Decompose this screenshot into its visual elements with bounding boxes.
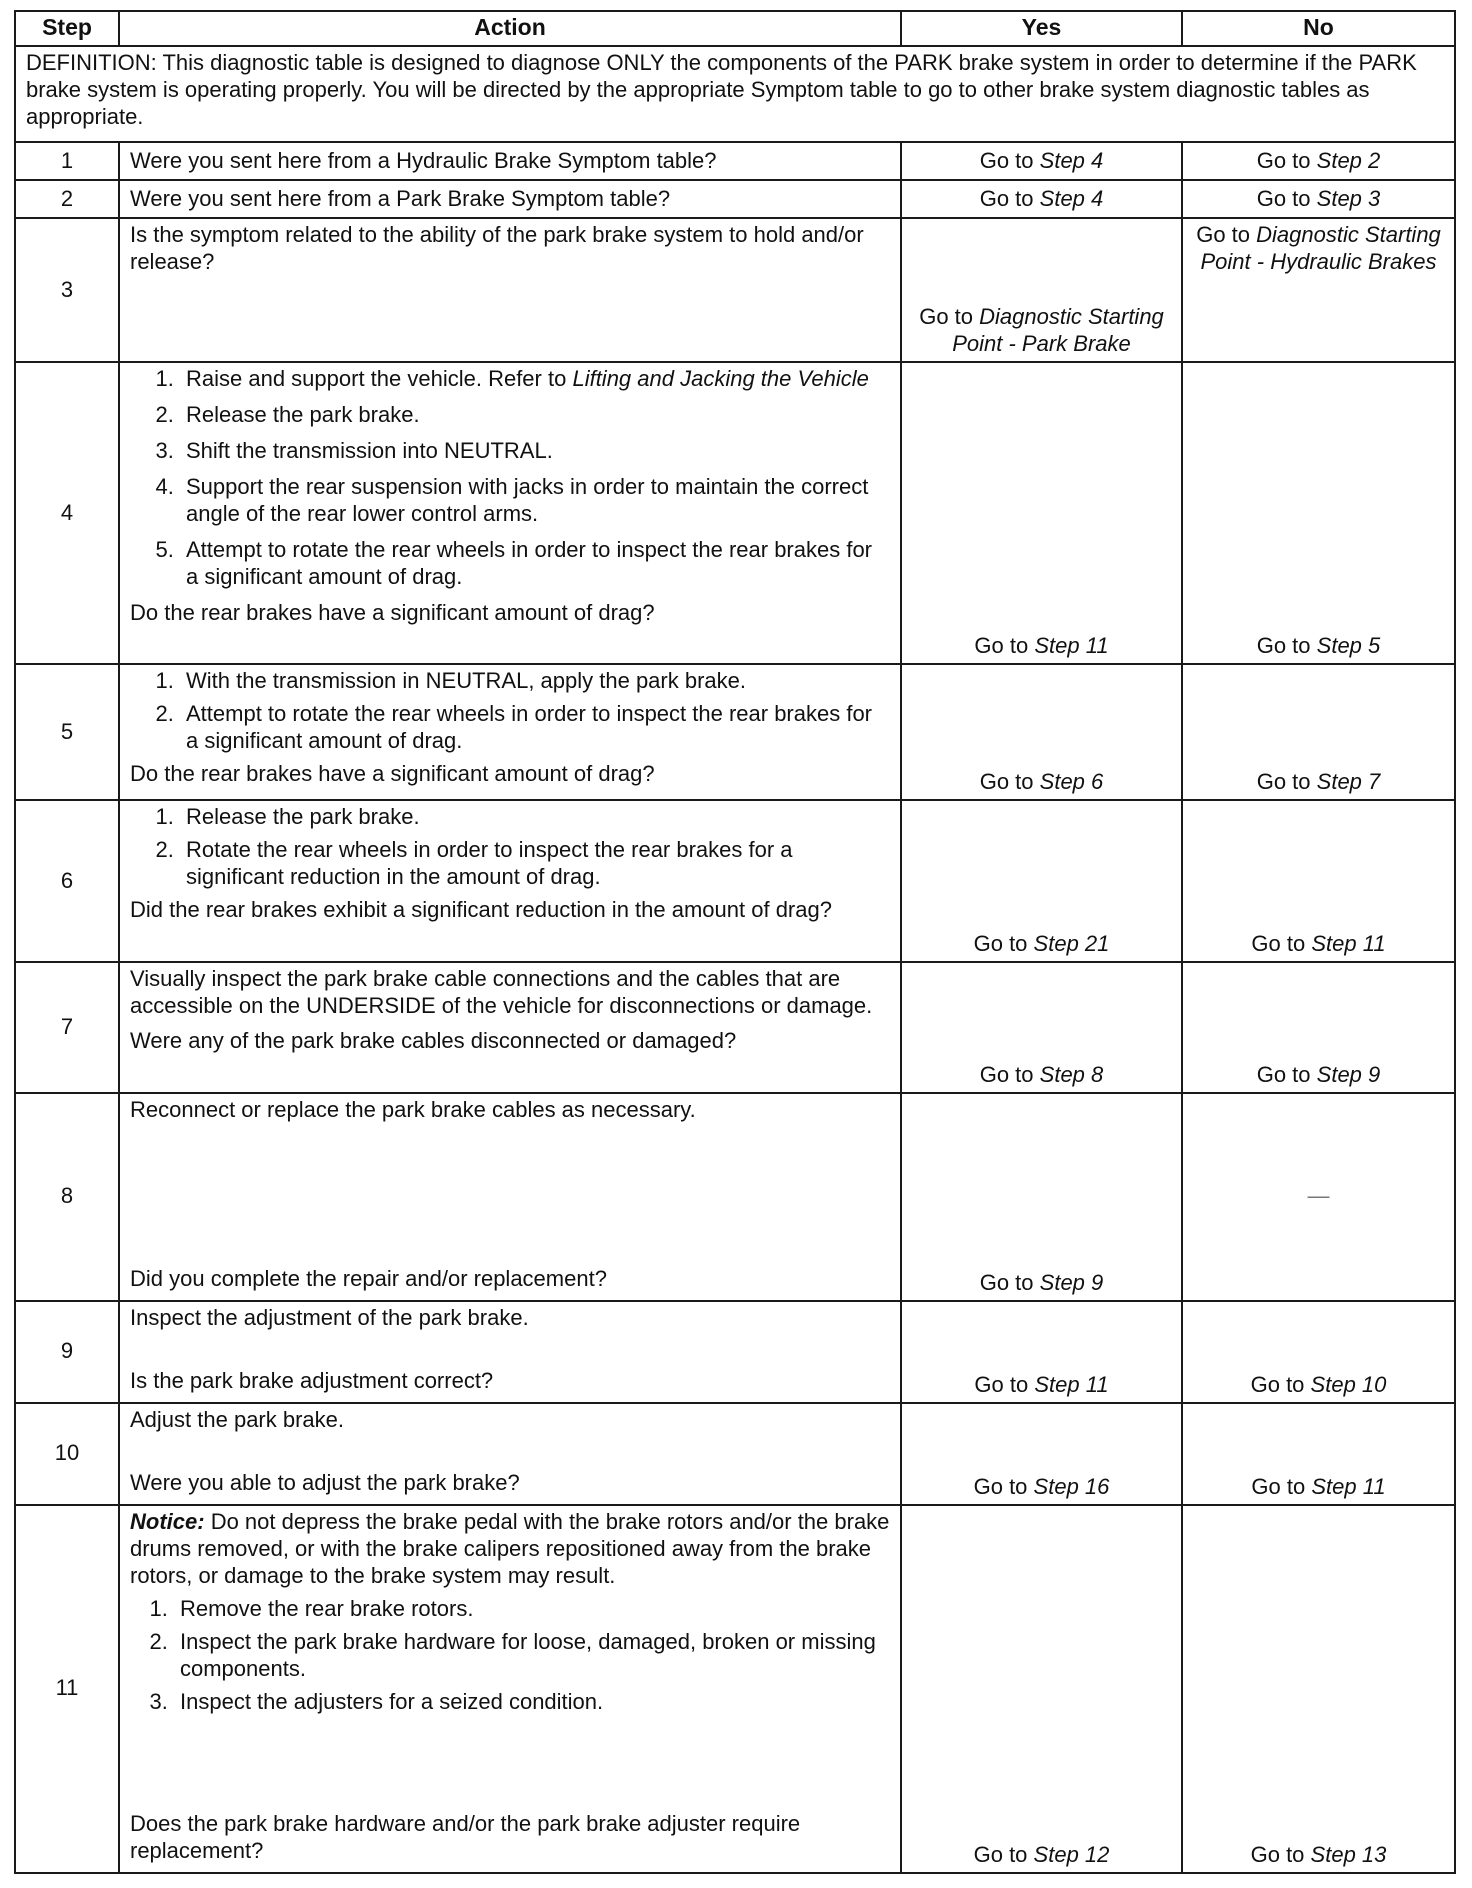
list-item: 2. Attempt to rotate the rear wheels in order to inspect the rear brakes for a significant amount of drag. [180,700,890,754]
action-question: Were any of the park brake cables disconnected or damaged? [130,1028,737,1054]
no-cell: Go to Step 2 [1182,142,1455,180]
list-item: 1. With the transmission in NEUTRAL, apply the park brake. [180,667,890,694]
header-yes: Yes [901,11,1182,46]
yes-link[interactable]: Step 8 [1039,1061,1104,1087]
table-row [15,1403,1455,1505]
no-link[interactable]: Step 3 [1316,185,1381,211]
list-item: 3. Inspect the adjusters for a seized condition. [174,1688,890,1715]
yes-link[interactable]: Step 12 [1033,1842,1110,1867]
no-link[interactable]: Step 7 [1316,769,1381,795]
step-number: 9 [15,1301,119,1403]
yes-link[interactable]: Step 4 [1039,147,1104,173]
action-question: Were you sent here from a Park Brake Symptom table? [119,180,901,218]
table-row [15,218,1455,362]
no-cell: Go to Step 10 [1182,1301,1455,1403]
step-list [130,667,890,754]
action-body [130,1508,890,1721]
action-cell [119,1505,901,1873]
no-cell: Go to Diagnostic Starting Point - Hydraulic Brakes [1182,218,1455,362]
action-question: Did the rear brakes exhibit a significant reduction in the amount of drag? [130,897,832,923]
action-question: Did you complete the repair and/or replacement? [130,1265,607,1291]
no-cell: Go to Step 13 [1182,1505,1455,1873]
yes-cell: Go to Step 4 [901,180,1182,218]
no-cell: Go to Step 11 [1182,1403,1455,1505]
action-text: Reconnect or replace the park brake cables as necessary. [130,1096,696,1122]
table-row [15,362,1455,664]
list-item: 1. Remove the rear brake rotors. [174,1595,890,1622]
list-item: 1. Raise and support the vehicle. Refer to Lifting and Jacking the Vehicle [180,365,890,392]
yes-link[interactable]: Step 16 [1033,1473,1110,1499]
no-link[interactable]: Step 5 [1316,633,1381,659]
list-item: 1. Release the park brake. [180,803,890,830]
step-number: 7 [15,962,119,1092]
reference-link[interactable]: Lifting and Jacking the Vehicle [572,366,869,392]
step-list [130,803,890,890]
definition-text: DEFINITION: This diagnostic table is designed to diagnose ONLY the components of the PARK brake system in order to determine if the PARK brake system is operating properly. You will be directed by the appropriate Symptom table to go to other brake system diagnostic tables as appropriate. [15,46,1455,142]
table-row [15,800,1455,962]
step-list [130,365,890,590]
yes-cell: Go to Step 8 [901,962,1182,1092]
list-item: 2. Release the park brake. [180,401,890,428]
header-step: Step [15,11,119,46]
step-number: 2 [15,180,119,218]
no-link[interactable]: Step 11 [1311,931,1386,957]
step-number: 5 [15,664,119,800]
list-item: 2. Inspect the park brake hardware for loose, damaged, broken or missing components. [174,1628,890,1682]
yes-cell: Go to Step 16 [901,1403,1182,1505]
action-cell [119,800,901,962]
action-question: Is the park brake adjustment correct? [130,1367,494,1393]
step-number: 3 [15,218,119,362]
table-row [15,962,1455,1092]
no-cell: Go to Step 3 [1182,180,1455,218]
yes-link[interactable]: Step 11 [1034,1371,1109,1397]
table-row [15,1093,1455,1301]
yes-cell: Go to Step 6 [901,664,1182,800]
step-number: 6 [15,800,119,962]
yes-link[interactable]: Step 4 [1039,185,1104,211]
action-cell [119,362,901,664]
yes-cell: Go to Step 4 [901,142,1182,180]
yes-link[interactable]: Step 11 [1034,633,1109,659]
step-number: 1 [15,142,119,180]
no-link[interactable]: Step 9 [1316,1061,1381,1087]
yes-cell: Go to Diagnostic Starting Point - Park Brake [901,218,1182,362]
table-row [15,142,1455,180]
no-cell: Go to Step 11 [1182,800,1455,962]
table-row [15,664,1455,800]
list-item: 5. Attempt to rotate the rear wheels in order to inspect the rear brakes for a significant amount of drag. [180,536,890,590]
no-cell: Go to Step 7 [1182,664,1455,800]
list-item: 2. Rotate the rear wheels in order to inspect the rear brakes for a significant reduction in the amount of drag. [180,836,890,890]
no-cell: Go to Step 9 [1182,962,1455,1092]
yes-cell: Go to Step 21 [901,800,1182,962]
action-cell [119,1093,901,1301]
no-link[interactable]: Step 13 [1310,1842,1387,1867]
action-text: Visually inspect the park brake cable connections and the cables that are accessible on the UNDERSIDE of the vehicle for disconnections or damage. [130,966,873,1019]
action-text: Inspect the adjustment of the park brake. [130,1304,529,1330]
step-number: 11 [15,1505,119,1873]
action-question: Is the symptom related to the ability of the park brake system to hold and/or release? [119,218,901,362]
action-cell [119,664,901,800]
yes-link[interactable]: Step 6 [1039,769,1104,795]
action-question: Were you sent here from a Hydraulic Brake Symptom table? [119,142,901,180]
no-cell: — [1182,1093,1455,1301]
action-text: Adjust the park brake. [130,1406,345,1432]
diagnostic-table [14,10,1456,1874]
step-number: 10 [15,1403,119,1505]
list-item: 4. Support the rear suspension with jacks in order to maintain the correct angle of the rear lower control arms. [180,473,890,527]
action-question: Do the rear brakes have a significant amount of drag? [130,761,655,787]
action-question: Does the park brake hardware and/or the park brake adjuster require replacement? [130,1810,801,1863]
header-row [15,11,1455,46]
notice-label: Notice: [130,1508,205,1534]
action-cell [119,962,901,1092]
no-link[interactable]: Step 11 [1311,1473,1386,1499]
header-action: Action [119,11,901,46]
yes-cell: Go to Step 11 [901,1301,1182,1403]
list-item: 3. Shift the transmission into NEUTRAL. [180,437,890,464]
notice-text: Notice: Do not depress the brake pedal with the brake rotors and/or the brake drums removed, or with the brake calipers repositioned away from the brake rotors, or damage to the brake system may result. [130,1508,890,1588]
yes-link[interactable]: Step 9 [1039,1269,1104,1295]
no-link[interactable]: Step 2 [1316,147,1381,173]
definition-row [15,46,1455,142]
no-cell: Go to Step 5 [1182,362,1455,664]
action-question: Were you able to adjust the park brake? [130,1469,520,1495]
table-row [15,1505,1455,1873]
header-no: No [1182,11,1455,46]
step-list [130,1595,890,1715]
yes-cell: Go to Step 11 [901,362,1182,664]
action-question: Do the rear brakes have a significant amount of drag? [130,600,655,626]
table-row [15,1301,1455,1403]
no-link[interactable]: Diagnostic Starting Point - Hydraulic Brakes [1200,222,1441,275]
yes-cell: Go to Step 12 [901,1505,1182,1873]
no-link[interactable]: Step 10 [1310,1371,1387,1397]
yes-cell: Go to Step 9 [901,1093,1182,1301]
table-row [15,180,1455,218]
step-number: 8 [15,1093,119,1301]
action-cell [119,1301,901,1403]
action-cell [119,1403,901,1505]
yes-link[interactable]: Diagnostic Starting Point - Park Brake [952,304,1164,357]
yes-link[interactable]: Step 21 [1033,931,1110,957]
step-number: 4 [15,362,119,664]
